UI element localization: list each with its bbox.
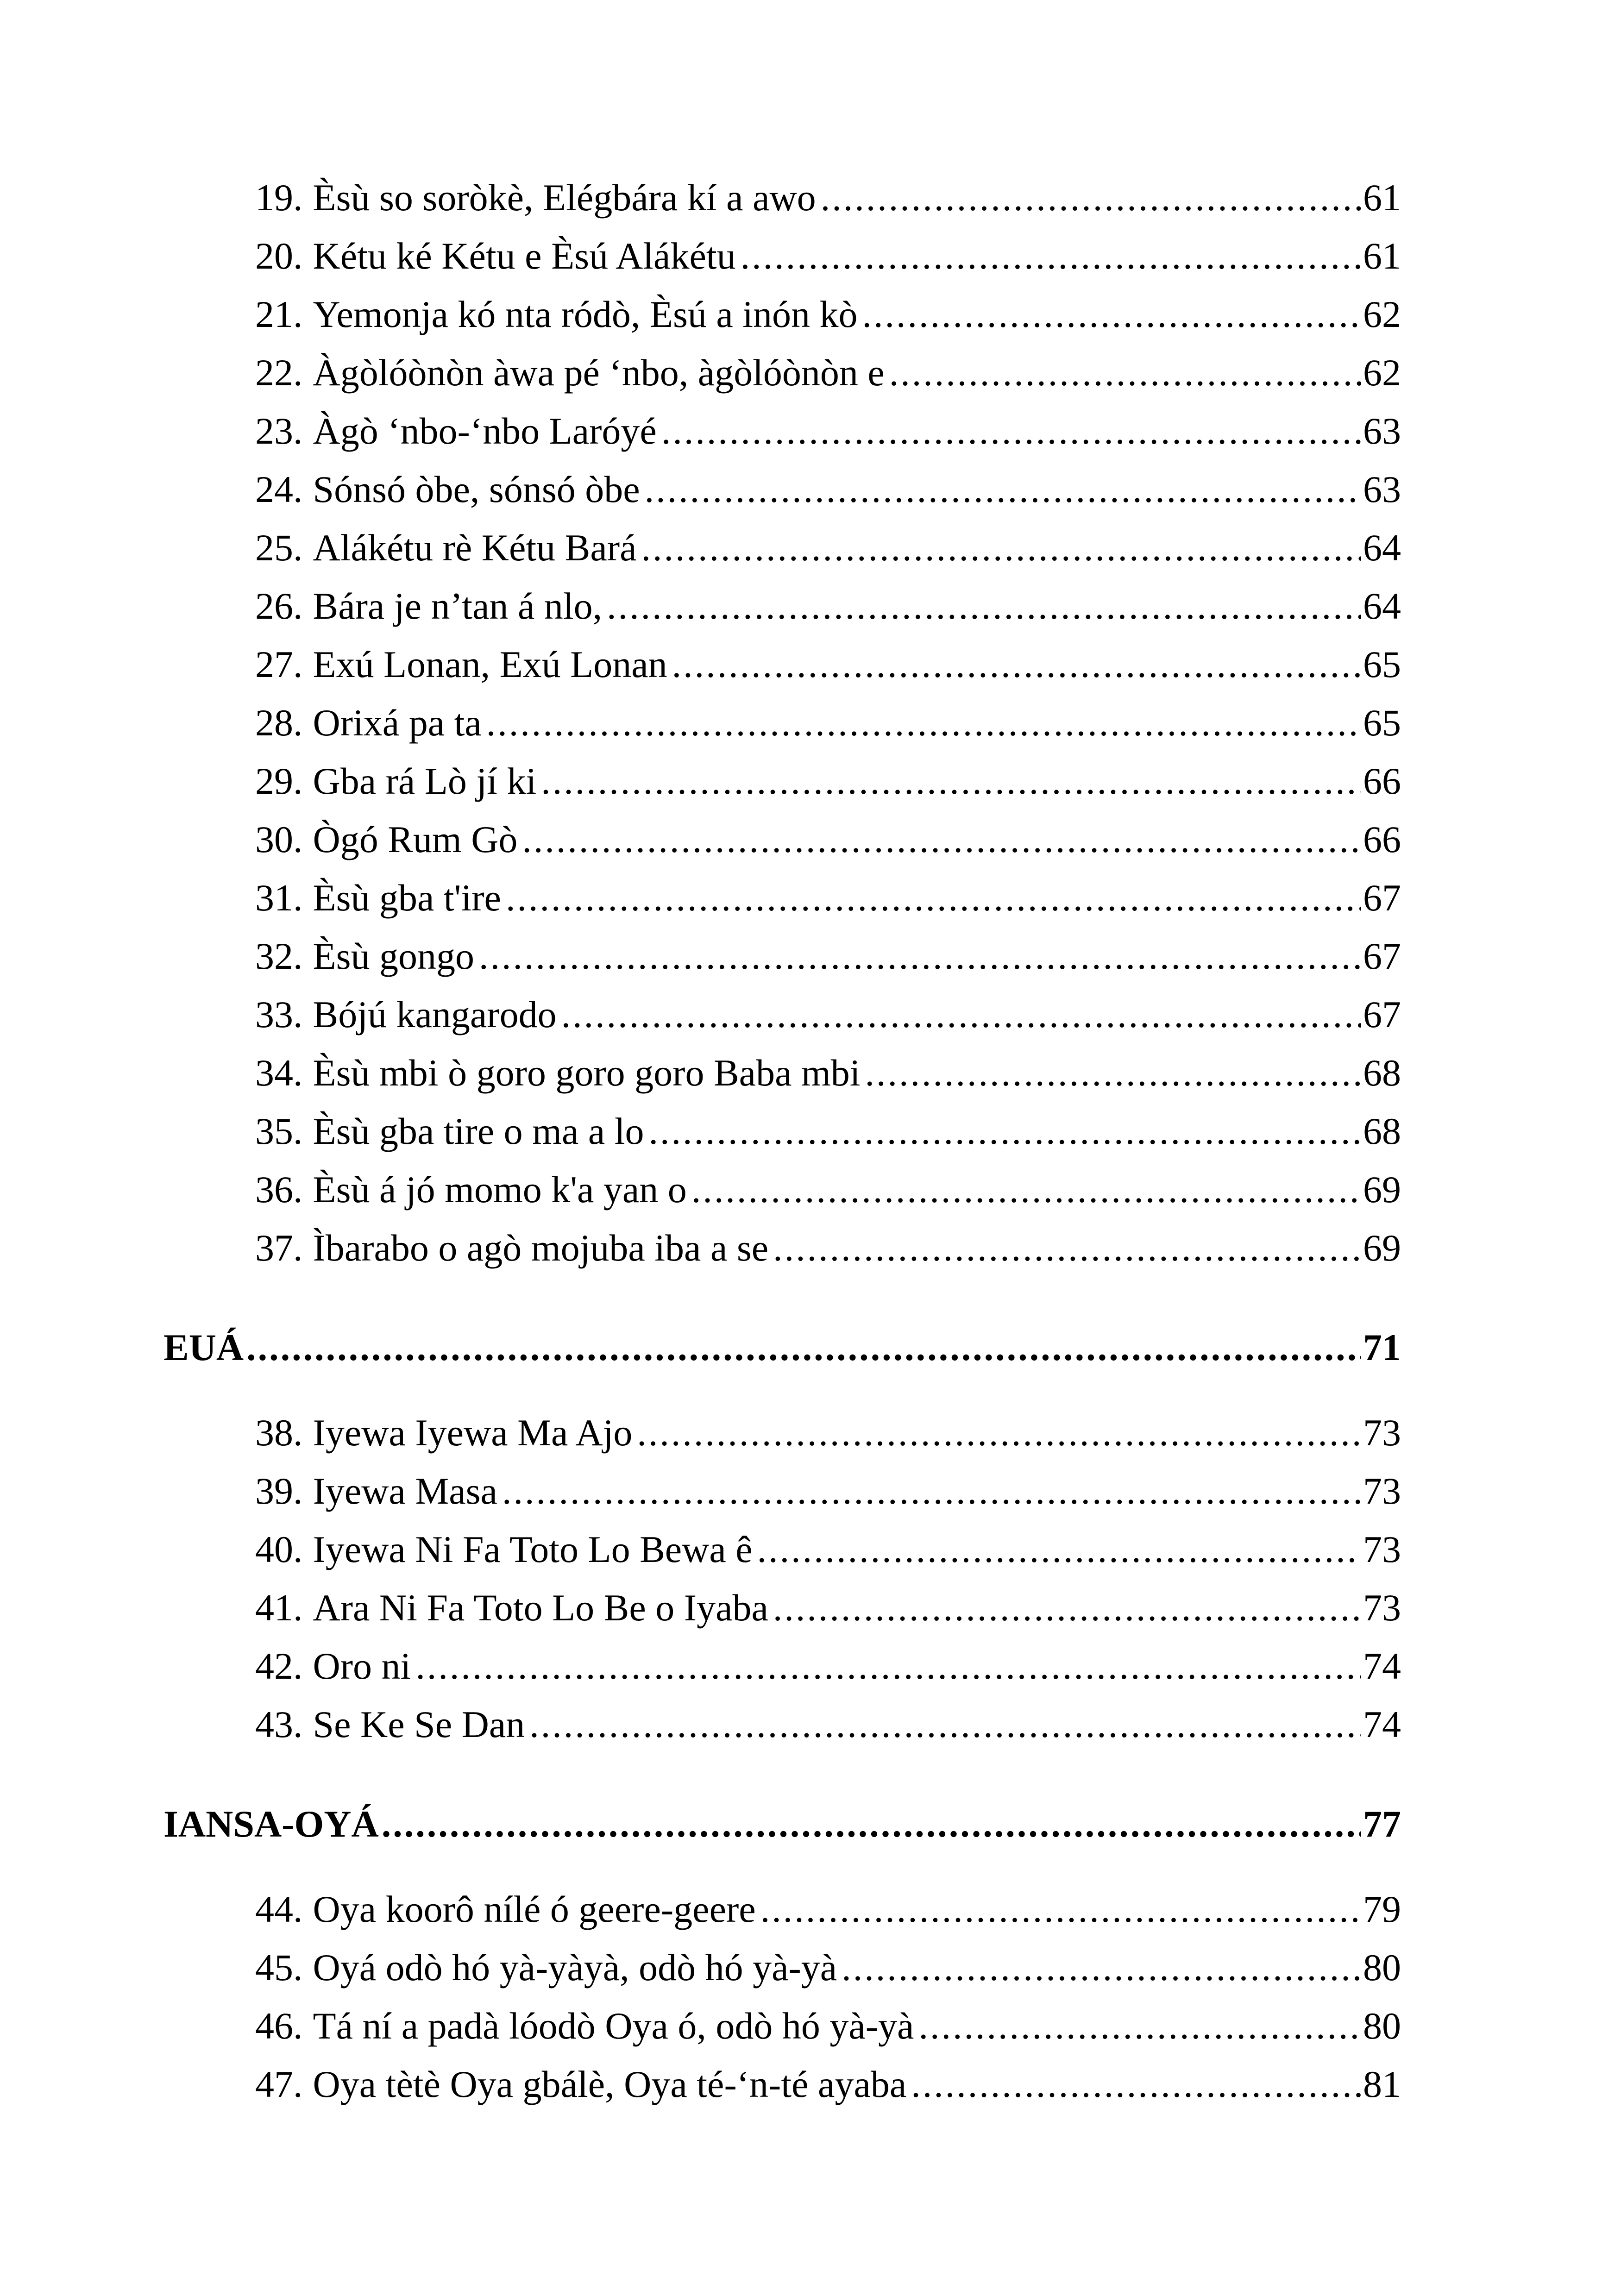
entry-title: Tá ní a padà lóodò Oya ó, odò hó yà-yà [313, 2005, 914, 2047]
toc-entry-44[interactable] [255, 1884, 1401, 1935]
dot-leader [486, 697, 1361, 748]
entry-number: 29. [255, 760, 303, 802]
dot-leader [773, 1582, 1361, 1633]
entry-title: Èsù gba t'ire [313, 877, 501, 919]
toc-entry-22[interactable] [255, 347, 1401, 398]
entry-page-number: 64 [1363, 527, 1401, 569]
entry-number: 42. [255, 1645, 303, 1687]
toc-entry-43[interactable] [255, 1699, 1401, 1750]
entry-page-number: 67 [1363, 935, 1401, 977]
entry-title: Oyá odò hó yà-yàyà, odò hó yà-yà [313, 1946, 837, 1989]
entry-page-number: 74 [1363, 1703, 1401, 1745]
toc-entry-46[interactable] [255, 2001, 1401, 2051]
entry-page-number: 79 [1363, 1888, 1401, 1930]
toc-entry-45[interactable] [255, 1942, 1401, 1993]
dot-leader [889, 347, 1361, 398]
entry-number: 36. [255, 1168, 303, 1211]
dot-leader [529, 1699, 1361, 1750]
entry-title: Se Ke Se Dan [313, 1703, 525, 1745]
entry-page-number: 73 [1363, 1411, 1401, 1454]
entry-page-number: 80 [1363, 1946, 1401, 1989]
entry-title: Èsù so soròkè, Elégbára kí a awo [313, 176, 816, 219]
toc-entry-19[interactable] [255, 172, 1401, 223]
dot-leader [773, 1223, 1361, 1273]
entry-page-number: 65 [1363, 702, 1401, 744]
toc-entry-25[interactable] [255, 522, 1401, 573]
dot-leader [918, 2001, 1361, 2051]
entry-number: 47. [255, 2063, 303, 2105]
toc-entry-32[interactable] [255, 931, 1401, 982]
toc-section-iansa-oya[interactable] [163, 1799, 1401, 1850]
entry-number: 38. [255, 1411, 303, 1454]
dot-leader [246, 1322, 1361, 1373]
entry-title: Orixá pa ta [313, 702, 482, 744]
entry-title: Àgòlóònòn àwa pé ‘nbo, àgòlóònòn e [313, 351, 885, 394]
toc-entry-38[interactable] [255, 1407, 1401, 1458]
toc-entry-28[interactable] [255, 697, 1401, 748]
entry-title: Oya tètè Oya gbálè, Oya té-‘n-té ayaba [313, 2063, 907, 2105]
entry-page-number: 65 [1363, 643, 1401, 685]
entry-title: Sónsó òbe, sónsó òbe [313, 468, 640, 510]
entry-title: Kétu ké Kétu e Èsú Alákétu [313, 235, 736, 277]
toc-entry-40[interactable] [255, 1524, 1401, 1575]
section-title: IANSA-OYÁ [163, 1803, 379, 1845]
entry-title: Èsù gba tire o ma a lo [313, 1110, 644, 1152]
dot-leader [672, 639, 1361, 690]
toc-entry-37[interactable] [255, 1223, 1401, 1273]
toc-entry-33[interactable] [255, 989, 1401, 1040]
entry-title: Bára je n’tan á nlo, [313, 585, 603, 627]
entry-title: Iyewa Iyewa Ma Ajo [313, 1411, 633, 1454]
entry-number: 31. [255, 877, 303, 919]
dot-leader [522, 814, 1361, 865]
entry-title: Bójú kangarodo [313, 993, 557, 1035]
entry-title: Èsù á jó momo k'a yan o [313, 1168, 687, 1211]
entry-number: 28. [255, 702, 303, 744]
dot-leader [541, 756, 1361, 807]
entry-number: 25. [255, 527, 303, 569]
entry-page-number: 63 [1363, 410, 1401, 452]
entry-number: 44. [255, 1888, 303, 1930]
entry-page-number: 67 [1363, 993, 1401, 1035]
entry-number: 35. [255, 1110, 303, 1152]
entry-title: Exú Lonan, Exú Lonan [313, 643, 667, 685]
entry-title: Gba rá Lò jí ki [313, 760, 537, 802]
entry-number: 22. [255, 351, 303, 394]
dot-leader [649, 1106, 1361, 1157]
dot-leader [637, 1407, 1361, 1458]
section-page-number: 77 [1363, 1803, 1401, 1845]
dot-leader [862, 289, 1361, 340]
toc-entry-21[interactable] [255, 289, 1401, 340]
entry-number: 19. [255, 176, 303, 219]
dot-leader [821, 172, 1361, 223]
entry-number: 24. [255, 468, 303, 510]
toc-entry-26[interactable] [255, 581, 1401, 632]
entry-title: Iyewa Masa [313, 1470, 497, 1512]
entry-number: 34. [255, 1052, 303, 1094]
entry-number: 43. [255, 1703, 303, 1745]
dot-leader [865, 1048, 1361, 1098]
entry-number: 41. [255, 1587, 303, 1629]
entry-title: Àgò ‘nbo-‘nbo Laróyé [313, 410, 657, 452]
entry-number: 32. [255, 935, 303, 977]
toc-entry-23[interactable] [255, 406, 1401, 457]
dot-leader [760, 1884, 1361, 1935]
entry-page-number: 81 [1363, 2063, 1401, 2105]
entry-title: Oro ni [313, 1645, 411, 1687]
toc-section-eua[interactable] [163, 1322, 1401, 1373]
entry-number: 30. [255, 818, 303, 860]
dot-leader [502, 1466, 1361, 1517]
entry-page-number: 67 [1363, 877, 1401, 919]
dot-leader [645, 464, 1361, 515]
dot-leader [382, 1799, 1361, 1850]
entry-page-number: 73 [1363, 1528, 1401, 1570]
dot-leader [757, 1524, 1361, 1575]
toc-entry-27[interactable] [255, 639, 1401, 690]
entry-page-number: 68 [1363, 1052, 1401, 1094]
toc-entry-47[interactable] [255, 2059, 1401, 2110]
entry-title: Èsù gongo [313, 935, 474, 977]
entry-page-number: 80 [1363, 2005, 1401, 2047]
toc-entry-41[interactable] [255, 1582, 1401, 1633]
entry-title: Ara Ni Fa Toto Lo Be o Iyaba [313, 1587, 768, 1629]
entry-page-number: 62 [1363, 351, 1401, 394]
dot-leader [415, 1641, 1361, 1692]
entry-page-number: 68 [1363, 1110, 1401, 1152]
entry-page-number: 69 [1363, 1227, 1401, 1269]
entry-page-number: 74 [1363, 1645, 1401, 1687]
entry-number: 26. [255, 585, 303, 627]
entry-title: Èsù mbi ò goro goro goro Baba mbi [313, 1052, 861, 1094]
dot-leader [641, 522, 1361, 573]
dot-leader [661, 406, 1361, 457]
entry-page-number: 61 [1363, 176, 1401, 219]
toc-entry-35[interactable] [255, 1106, 1401, 1157]
entry-title: Ìbarabo o agò mojuba iba a se [313, 1227, 769, 1269]
entry-page-number: 63 [1363, 468, 1401, 510]
entry-page-number: 62 [1363, 293, 1401, 335]
entry-number: 40. [255, 1528, 303, 1570]
entry-number: 39. [255, 1470, 303, 1512]
toc-entry-39[interactable] [255, 1466, 1401, 1517]
entry-number: 21. [255, 293, 303, 335]
entry-page-number: 66 [1363, 818, 1401, 860]
entry-title: Ògó Rum Gò [313, 818, 518, 860]
dot-leader [561, 989, 1361, 1040]
dot-leader [691, 1164, 1361, 1215]
toc-entry-24[interactable] [255, 464, 1401, 515]
entry-title: Oya koorô nílé ó geere-geere [313, 1888, 756, 1930]
entry-page-number: 73 [1363, 1470, 1401, 1512]
toc-entry-34[interactable] [255, 1048, 1401, 1098]
entry-page-number: 61 [1363, 235, 1401, 277]
dot-leader [479, 931, 1361, 982]
dot-leader [607, 581, 1361, 632]
toc-entry-20[interactable] [255, 231, 1401, 282]
entry-title: Alákétu rè Kétu Bará [313, 527, 637, 569]
entry-number: 27. [255, 643, 303, 685]
dot-leader [842, 1942, 1361, 1993]
toc-entry-30[interactable] [255, 814, 1401, 865]
entry-number: 45. [255, 1946, 303, 1989]
dot-leader [741, 231, 1361, 282]
section-page-number: 71 [1363, 1326, 1401, 1368]
entry-page-number: 73 [1363, 1587, 1401, 1629]
toc-entry-31[interactable] [255, 872, 1401, 923]
entry-page-number: 66 [1363, 760, 1401, 802]
entry-title: Yemonja kó nta ródò, Èsú a inón kò [313, 293, 858, 335]
entry-page-number: 64 [1363, 585, 1401, 627]
section-title: EUÁ [163, 1326, 244, 1368]
dot-leader [911, 2059, 1361, 2110]
entry-number: 46. [255, 2005, 303, 2047]
entry-number: 33. [255, 993, 303, 1035]
dot-leader [506, 872, 1361, 923]
toc-entry-42[interactable] [255, 1641, 1401, 1692]
entry-number: 37. [255, 1227, 303, 1269]
entry-number: 20. [255, 235, 303, 277]
entry-page-number: 69 [1363, 1168, 1401, 1211]
toc-entry-36[interactable] [255, 1164, 1401, 1215]
toc-entry-29[interactable] [255, 756, 1401, 807]
entry-number: 23. [255, 410, 303, 452]
entry-title: Iyewa Ni Fa Toto Lo Bewa ê [313, 1528, 753, 1570]
